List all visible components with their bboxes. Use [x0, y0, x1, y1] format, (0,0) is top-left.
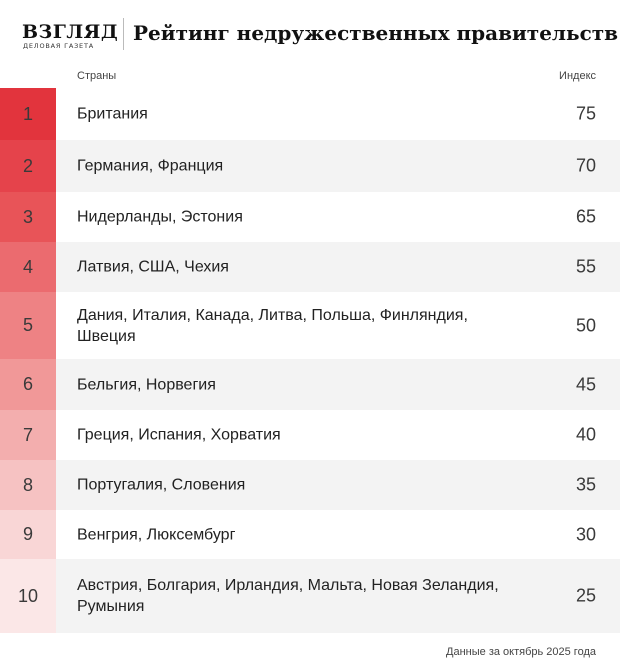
header [0, 0, 620, 62]
column-header-countries: Страны [77, 70, 117, 82]
countries-cell: Британия [77, 105, 148, 123]
table-row [0, 140, 620, 192]
index-value: 40 [575, 424, 596, 445]
countries-cell: Бельгия, Норвегия [77, 376, 216, 393]
table-row [0, 242, 620, 292]
rank-cell: 7 [0, 410, 56, 460]
countries-cell: Австрия, Болгария, Ирландия, Мальта, Новая Зеландия, Румыния [77, 577, 499, 615]
index-value: 55 [575, 256, 596, 277]
rank-cell: 1 [0, 88, 56, 140]
countries-cell: Дания, Италия, Канада, Литва, Польша, Финляндия, Швеция [77, 306, 468, 345]
index-value: 75 [575, 103, 596, 124]
footer-note: Данные за октябрь 2025 года [446, 646, 596, 658]
row-content [56, 410, 620, 460]
rank-cell: 8 [0, 460, 56, 510]
rating-table [0, 88, 620, 633]
countries-cell: Германия, Франция [77, 157, 224, 175]
table-row [0, 88, 620, 140]
logo-main: ВЗГЛЯД [22, 21, 119, 43]
index-value: 70 [575, 155, 596, 176]
rank-cell: 4 [0, 242, 56, 292]
index-value: 50 [575, 315, 596, 335]
countries-cell: Венгрия, Люксембург [77, 526, 236, 543]
countries-cell: Нидерланды, Эстония [77, 208, 243, 226]
rank-cell: 2 [0, 140, 56, 192]
column-header-index: Индекс [559, 70, 596, 82]
table-row [0, 292, 620, 359]
table-row [0, 359, 620, 410]
table-row [0, 559, 620, 633]
page-title: Рейтинг недружественных правительств [133, 21, 619, 45]
rank-cell: 3 [0, 192, 56, 242]
row-content [56, 192, 620, 242]
row-content [56, 559, 620, 633]
countries-cell: Латвия, США, Чехия [77, 258, 229, 276]
row-content [56, 510, 620, 559]
rank-cell: 9 [0, 510, 56, 559]
header-divider [123, 18, 124, 50]
rank-cell: 5 [0, 292, 56, 359]
row-content [56, 460, 620, 510]
countries-cell: Португалия, Словения [77, 476, 246, 494]
table-row [0, 510, 620, 559]
row-content [56, 140, 620, 192]
index-value: 35 [575, 474, 596, 495]
table-row [0, 460, 620, 510]
index-value: 65 [575, 206, 596, 227]
index-value: 45 [575, 374, 596, 394]
logo-sub: ДЕЛОВАЯ ГАЗЕТА [23, 42, 94, 50]
row-content [56, 292, 620, 359]
table-row [0, 410, 620, 460]
row-content [56, 359, 620, 410]
index-value: 30 [575, 524, 596, 544]
table-row [0, 192, 620, 242]
row-content [56, 88, 620, 140]
rank-cell: 10 [0, 559, 56, 633]
row-content [56, 242, 620, 292]
logo[interactable] [22, 21, 119, 52]
rank-cell: 6 [0, 359, 56, 410]
index-value: 25 [575, 585, 596, 606]
countries-cell: Греция, Испания, Хорватия [77, 426, 281, 444]
